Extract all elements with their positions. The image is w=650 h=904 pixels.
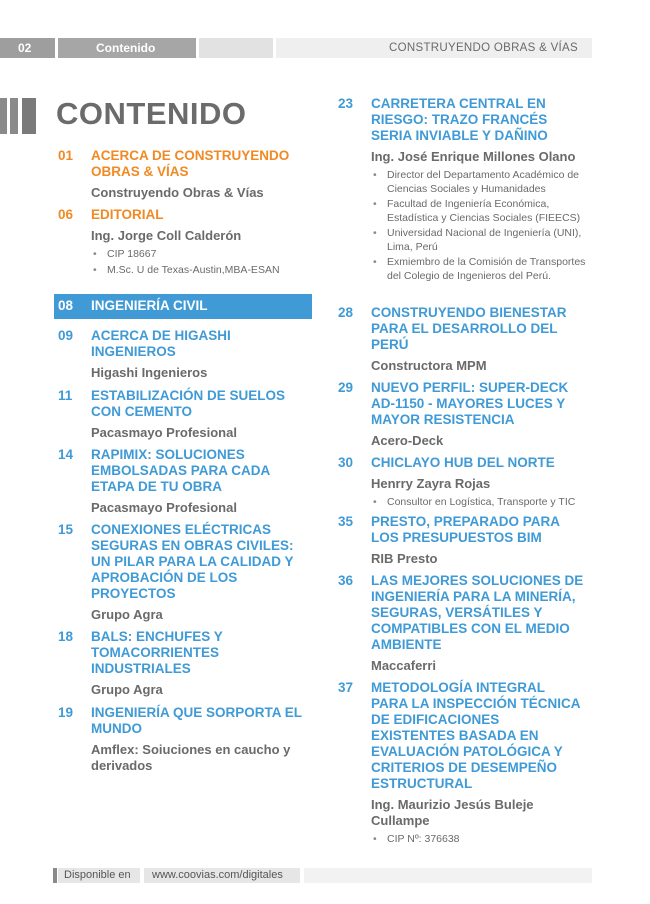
bullet-list bbox=[371, 496, 599, 510]
toc-entry[interactable]: 18 BALS: ENCHUFES Y TOMACORRIENTES INDUSTRIALES Grupo Agra bbox=[58, 629, 223, 697]
bullet-list bbox=[371, 169, 599, 283]
heading-bars-decoration bbox=[0, 98, 40, 134]
magazine-name: CONSTRUYENDO OBRAS & VÍAS bbox=[276, 38, 592, 58]
list-item: • CIP Nº: 376638 bbox=[371, 833, 599, 847]
toc-entry[interactable]: 30 CHICLAYO HUB DEL NORTE Henrry Zayra Rojas • Consultor en Logística, Transporte y TIC bbox=[338, 455, 600, 512]
footer-url-link[interactable]: www.coovias.com/digitales bbox=[144, 868, 300, 883]
list-item: • Director del Departamento Académico de Ciencias Sociales y Humanidades bbox=[371, 169, 599, 196]
page-title: CONTENIDO bbox=[56, 96, 247, 131]
toc-entry[interactable]: 37 METODOLOGÍA INTEGRAL PARA LA INSPECCIÓN TÉCNICA DE EDIFICACIONES EXISTENTES BASADA EN EVALUACIÓN PATOLÓGICA Y CRITERIOS DE DESEMPEÑO ESTRUCTURAL Ing. Maurizio Jesús Buleje Cullampe • CIP Nº: 376638 bbox=[338, 680, 600, 849]
list-item: • M.Sc. U de Texas-Austin,MBA-ESAN bbox=[91, 264, 318, 278]
toc-entry[interactable]: 14 RAPIMIX: SOLUCIONES EMBOLSADAS PARA CADA ETAPA DE TU OBRA Pacasmayo Profesional bbox=[58, 447, 270, 515]
list-item: • CIP 18667 bbox=[91, 248, 318, 262]
toc-entry[interactable]: 11 ESTABILIZACIÓN DE SUELOS CON CEMENTO Pacasmayo Profesional bbox=[58, 388, 286, 440]
section-band-ingenieria-civil[interactable]: 08 INGENIERÍA CIVIL bbox=[54, 294, 312, 319]
section-label: Contenido bbox=[58, 38, 196, 58]
toc-entry[interactable]: 01 ACERCA DE CONSTRUYENDO OBRAS & VÍAS Construyendo Obras & Vías bbox=[58, 148, 290, 200]
footer-divider bbox=[304, 868, 592, 883]
toc-entry[interactable]: 19 INGENIERÍA QUE SORPORTA EL MUNDO Amflex: Soiuciones en caucho y derivados bbox=[58, 705, 302, 773]
toc-entry[interactable]: 15 CONEXIONES ELÉCTRICAS SEGURAS EN OBRAS CIVILES: UN PILAR PARA LA CALIDAD Y APROBACIÓN DE LOS PROYECTOS Grupo Agra bbox=[58, 522, 294, 622]
page-footer bbox=[58, 868, 592, 883]
list-item: • Facultad de Ingeniería Económica, Estadística y Ciencias Sociales (FIEECS) bbox=[371, 198, 599, 225]
list-item: • Universidad Nacional de Ingeniería (UNI), Lima, Perú bbox=[371, 227, 599, 254]
toc-entry[interactable]: 23 CARRETERA CENTRAL EN RIESGO: TRAZO FRANCÉS SERIA INVIABLE Y DAÑINO Ing. José Enrique Millones Olano • Director del Departamento Académico de Ciencias Sociales y Humanidades • Facultad de Ingeniería Económica, Estadística y Ciencias Sociales (FIEECS) • Universidad Nacional de Ingeniería (UNI), Lima, Perú • Exmiembro de la Comisión de Transportes del Colegio de Ingenieros del Perú. bbox=[338, 96, 600, 285]
header-divider bbox=[199, 38, 273, 58]
bullet-list bbox=[371, 833, 599, 847]
footer-label: Disponible en bbox=[58, 868, 140, 883]
toc-entry[interactable]: 09 ACERCA DE HIGASHI INGENIEROS Higashi Ingenieros bbox=[58, 328, 231, 380]
toc-entry[interactable]: 28 CONSTRUYENDO BIENESTAR PARA EL DESARROLLO DEL PERÚ Constructora MPM bbox=[338, 305, 567, 373]
bullet-list bbox=[91, 248, 318, 277]
toc-entry[interactable]: 35 PRESTO, PREPARADO PARA LOS PRESUPUESTOS BIM RIB Presto bbox=[338, 514, 560, 566]
toc-entry[interactable]: 29 NUEVO PERFIL: SUPER-DECK AD-1150 - MAYORES LUCES Y MAYOR RESISTENCIA Acero-Deck bbox=[338, 380, 569, 448]
toc-entry[interactable]: 36 LAS MEJORES SOLUCIONES DE INGENIERÍA PARA LA MINERÍA, SEGURAS, VERSÁTILES Y COMPATIBLES CON EL MEDIO AMBIENTE Maccaferri bbox=[338, 573, 584, 673]
list-item: • Exmiembro de la Comisión de Transportes del Colegio de Ingenieros del Perú. bbox=[371, 256, 599, 283]
list-item: • Consultor en Logística, Transporte y TIC bbox=[371, 496, 599, 510]
page-header bbox=[0, 38, 592, 58]
page-number: 02 bbox=[0, 38, 55, 58]
toc-entry[interactable]: 06 EDITORIAL Ing. Jorge Coll Calderón • CIP 18667 • M.Sc. U de Texas-Austin,MBA-ESAN bbox=[58, 207, 318, 279]
